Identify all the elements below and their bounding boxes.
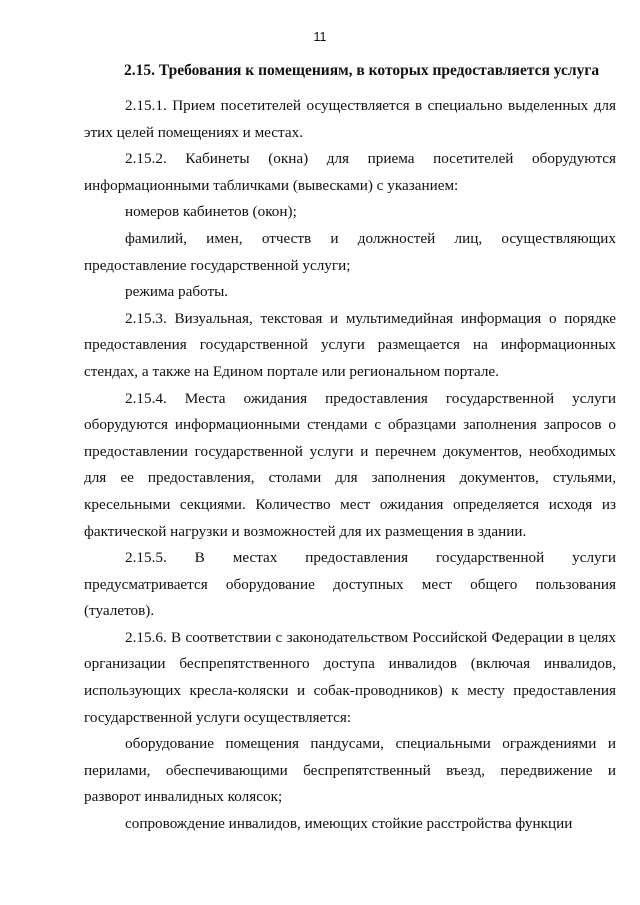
body-text <box>84 93 616 838</box>
list-item-ramps: оборудование помещения пандусами, специальными ограждениями и перилами, обеспечивающими беспрепятственный въезд, передвижение и разворот инвалидных колясок; <box>84 735 616 806</box>
list-item-room-numbers: номеров кабинетов (окон); <box>125 203 297 221</box>
paragraph-2-15-1: 2.15.1. Прием посетителей осуществляется в специально выделенных для этих целей помещениях и местах. <box>84 97 616 141</box>
page-number: 11 <box>313 30 327 44</box>
paragraph-2-15-5: 2.15.5. В местах предоставления государственной услуги предусматривается оборудование доступных мест общего пользования (туалетов). <box>84 549 616 620</box>
paragraph-2-15-2: 2.15.2. Кабинеты (окна) для приема посетителей оборудуются информационными табличками (вывесками) с указанием: <box>84 150 616 194</box>
section-heading: 2.15. Требования к помещениям, в которых предоставляется услуга <box>124 62 600 79</box>
paragraph-2-15-6: 2.15.6. В соответствии с законодательством Российской Федерации в целях организации беспрепятственного доступа инвалидов (включая инвалидов, использующих кресла-коляски и собак-проводников) к месту предоставления государственной услуги осуществляется: <box>84 628 616 726</box>
list-item-escort: сопровождение инвалидов, имеющих стойкие расстройства функции <box>125 815 573 833</box>
list-item-work-schedule: режима работы. <box>125 283 229 301</box>
paragraph-2-15-3: 2.15.3. Визуальная, текстовая и мультимедийная информация о порядке предоставления государственной услуги размещается на информационных стендах, а также на Едином портале или региональном портале. <box>84 309 616 380</box>
list-item-staff-names: фамилий, имен, отчеств и должностей лиц, осуществляющих предоставление государственной услуги; <box>84 229 616 274</box>
paragraph-2-15-4: 2.15.4. Места ожидания предоставления государственной услуги оборудуются информационными стендами с образцами заполнения запросов о предоставлении государственной услуги и перечнем документов, необходимых для ее предоставления, столами для заполнения документов, стульями, кресельными секциями. Количество мест ожидания определяется исходя из фактической нагрузки и возможностей для их размещения в здании. <box>84 389 616 540</box>
